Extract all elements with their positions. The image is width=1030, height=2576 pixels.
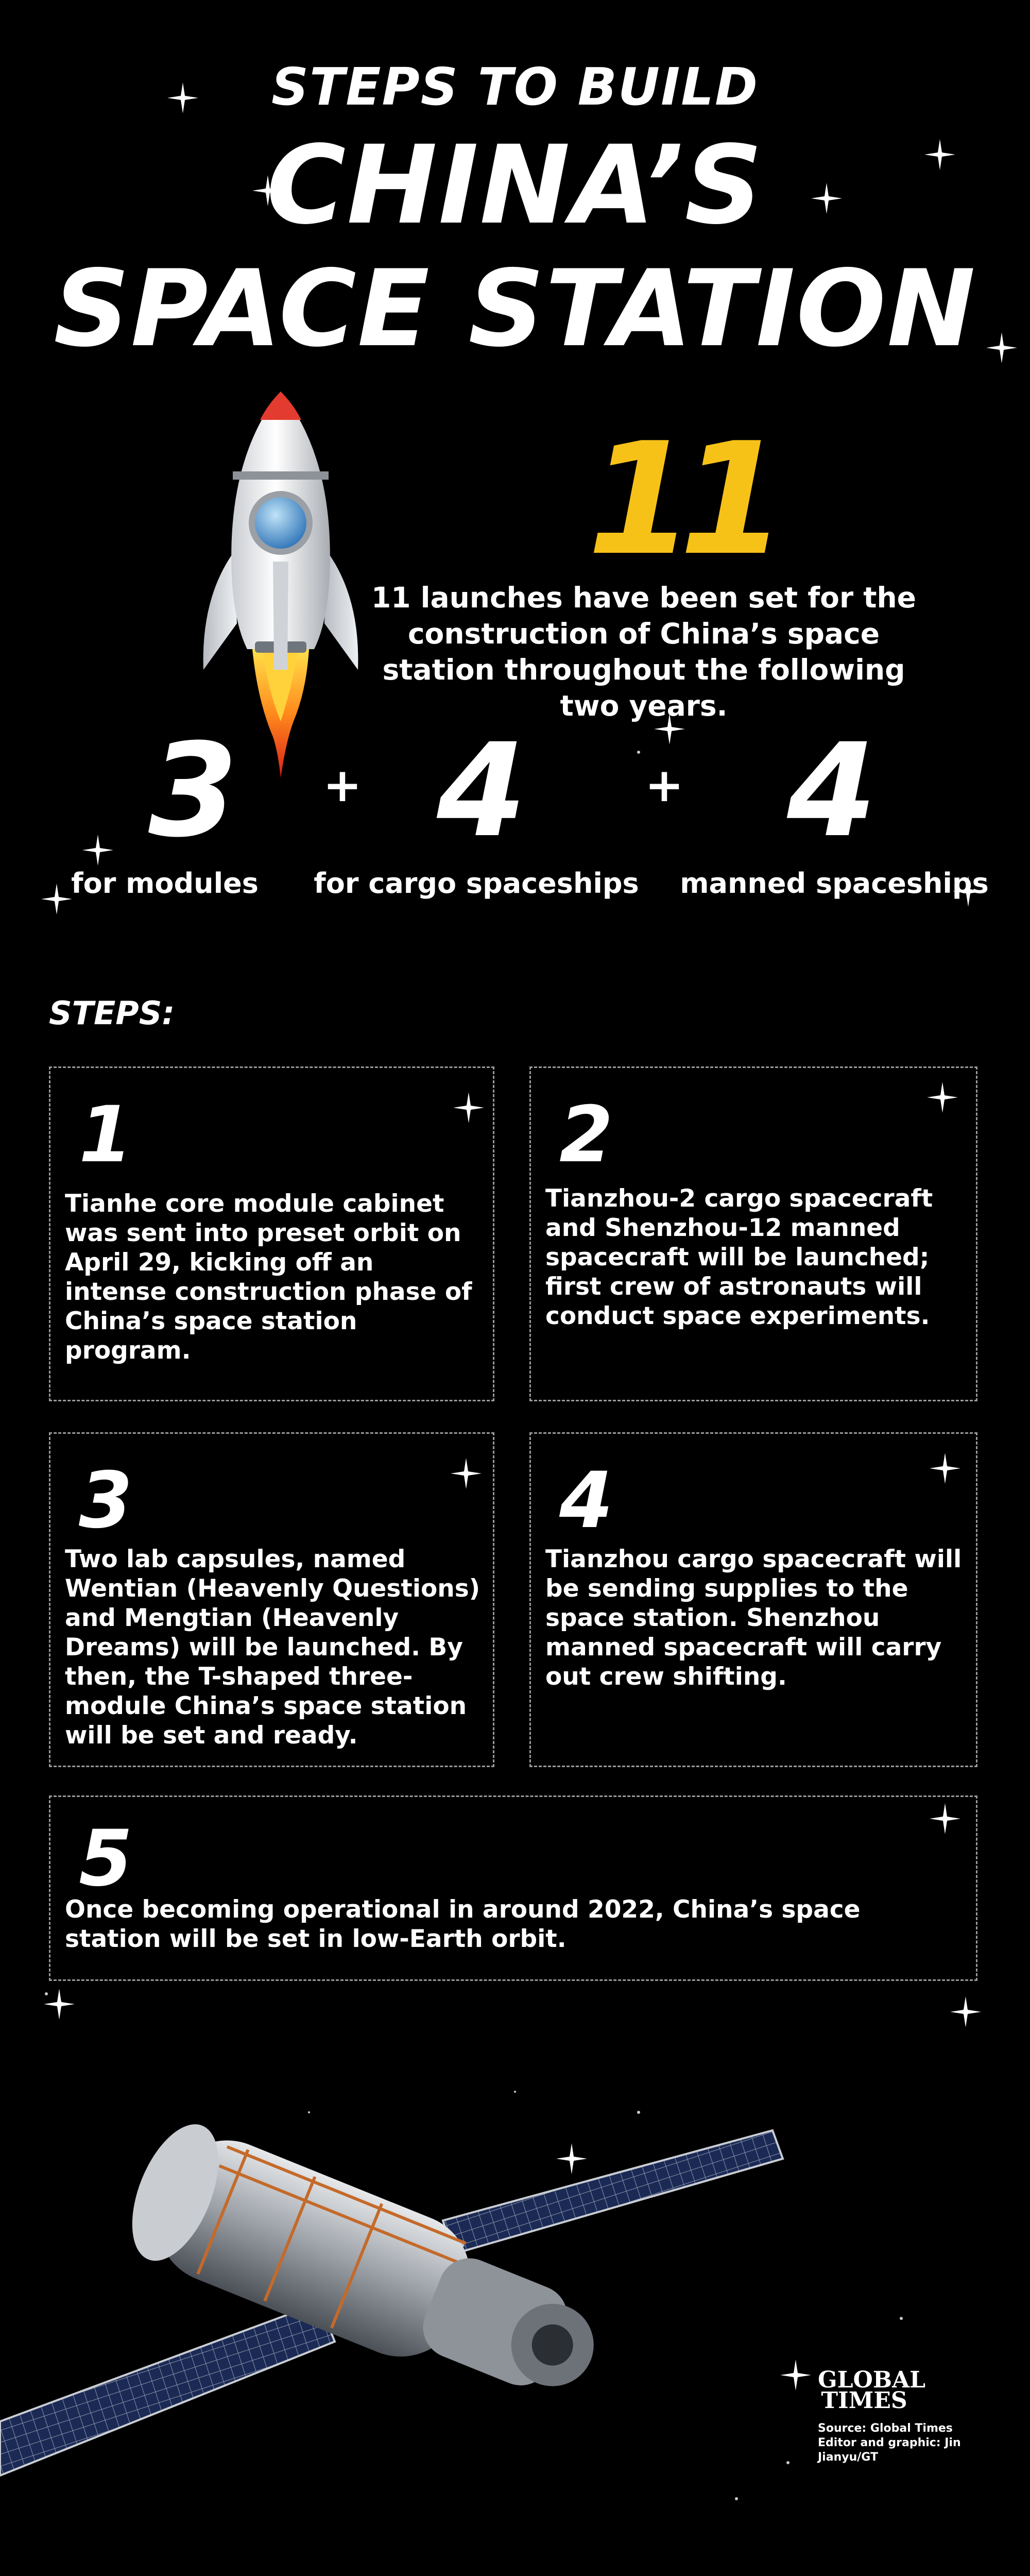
- editor-credit: Editor and graphic: Jin Jianyu/GT: [818, 2436, 961, 2464]
- step-card-2: [529, 1066, 977, 1401]
- cargo-count: 4: [437, 716, 526, 866]
- step-number: 4: [559, 1456, 613, 1546]
- launches-description: 11 launches have been set for the construction of China’s space station throughout the following two years.: [371, 581, 916, 722]
- logo-line-2: TIMES: [821, 2387, 907, 2414]
- modules-count: 3: [148, 716, 238, 866]
- step-card-5: [49, 1795, 977, 1981]
- modules-label: for modules: [71, 867, 259, 900]
- credits: [818, 2421, 1024, 2465]
- manned-label: manned spaceships: [680, 867, 989, 900]
- space-station-illustration: [0, 2061, 1030, 2576]
- plus-sign: +: [323, 758, 362, 812]
- step-card-1: [49, 1066, 494, 1401]
- step-text: Once becoming operational in around 2022, China’s space station will be set in low-Earth orbit.: [65, 1895, 861, 1953]
- logo-line-1: GLOBAL: [818, 2367, 926, 2393]
- source-credit: Source: Global Times: [818, 2422, 953, 2435]
- plus-sign: +: [645, 758, 684, 812]
- manned-count: 4: [787, 716, 877, 866]
- title-line-2: CHINA’S: [266, 122, 764, 248]
- step-number: 2: [559, 1090, 613, 1180]
- step-number: 5: [79, 1814, 133, 1904]
- step-number: 1: [79, 1090, 133, 1180]
- step-card-3: [49, 1432, 494, 1767]
- step-text: Two lab capsules, named Wentian (Heavenly Questions) and Mengtian (Heavenly Dreams) will be launched. By then, the T-shaped three-module China’s space station will be set and ready.: [65, 1545, 480, 1750]
- global-times-logo: [818, 2367, 926, 2414]
- total-launches-number: 11: [587, 410, 771, 589]
- step-text: Tianhe core module cabinet was sent into preset orbit on April 29, kicking off an intense construction phase of China’s space station program.: [65, 1190, 472, 1365]
- step-text: Tianzhou cargo spacecraft will be sending supplies to the space station. Shenzhou manned spacecraft will carry out crew shifting.: [545, 1545, 962, 1691]
- cargo-label: for cargo spaceships: [314, 867, 639, 900]
- step-text: Tianzhou-2 cargo spacecraft and Shenzhou-12 manned spacecraft will be launched; first crew of astronauts will conduct space experiments.: [545, 1184, 933, 1330]
- step-card-4: [529, 1432, 977, 1767]
- step-number: 3: [79, 1456, 133, 1546]
- steps-heading: STEPS:: [49, 994, 175, 1032]
- title-line-1: STEPS TO BUILD: [271, 57, 759, 117]
- title-line-3: SPACE STATION: [54, 248, 976, 370]
